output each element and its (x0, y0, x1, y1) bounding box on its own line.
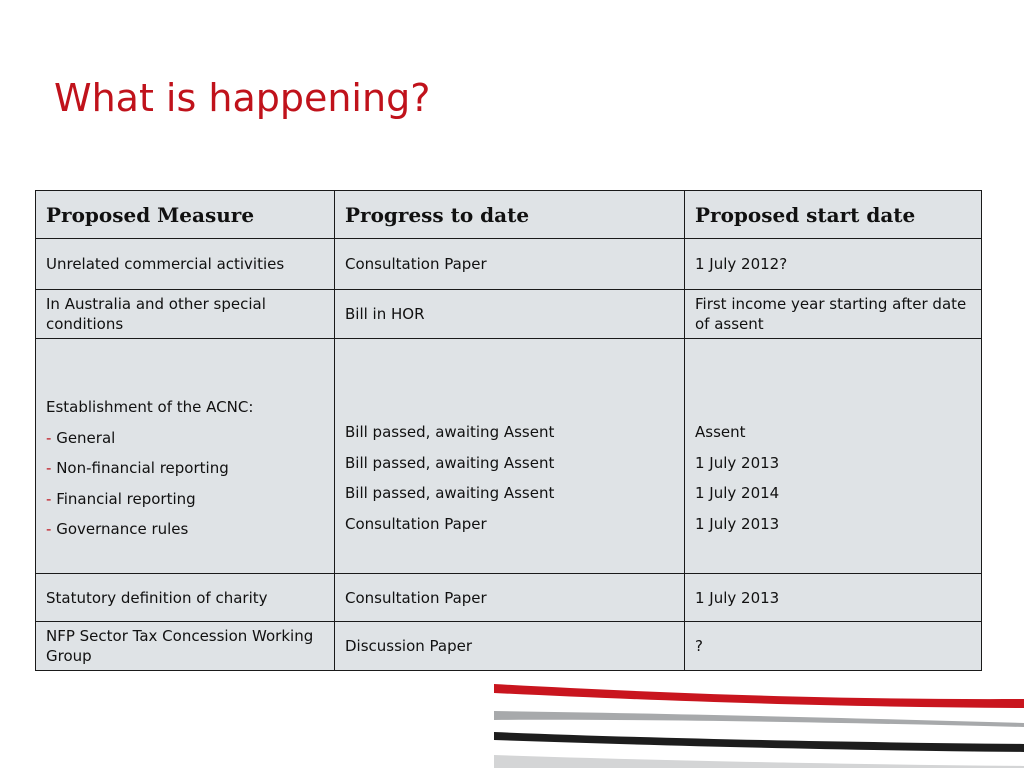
slide-title: What is happening? (54, 76, 431, 120)
sub-measure-label: Non-financial reporting (56, 459, 229, 477)
grey-swoosh (494, 711, 1024, 727)
dash-marker: - (46, 489, 52, 508)
sub-measure-label: General (56, 428, 116, 447)
measure-cell: In Australia and other special conditions (36, 290, 335, 339)
header-proposed-measure: Proposed Measure (36, 191, 335, 239)
measure-cell: Unrelated commercial activities (36, 239, 335, 290)
measure-cell: Statutory definition of charity (36, 574, 335, 622)
start-date-cell: 1 July 2013 (685, 574, 982, 622)
list-item: Bill passed, awaiting Assent (345, 423, 555, 442)
start-date-cell: ? (685, 622, 982, 671)
list-item: 1 July 2014 (695, 484, 780, 503)
measure-cell: NFP Sector Tax Concession Working Group (36, 622, 335, 671)
progress-cell: Consultation Paper (335, 574, 685, 622)
dash-marker: - (46, 428, 52, 447)
progress-cell: Bill in HOR (335, 290, 685, 339)
sub-measure-label: Governance rules (56, 520, 189, 538)
dash-marker: - (46, 459, 52, 477)
red-swoosh (494, 684, 1024, 708)
start-date-cell: First income year starting after date of assent (685, 290, 982, 339)
acnc-intro: Establishment of the ACNC: (46, 398, 254, 416)
dash-marker: - (46, 520, 52, 538)
light-grey-swoosh (494, 755, 1024, 768)
list-item: 1 July 2013 (695, 514, 780, 533)
progress-cell: Discussion Paper (335, 622, 685, 671)
list-item: Bill passed, awaiting Assent (345, 453, 555, 472)
header-progress-to-date: Progress to date (335, 191, 685, 239)
list-item: Assent (695, 423, 746, 442)
list-item: Consultation Paper (345, 514, 487, 533)
list-item: Bill passed, awaiting Assent (345, 484, 555, 503)
sub-measure-label: Financial reporting (56, 489, 196, 508)
start-date-cell: 1 July 2012? (685, 239, 982, 290)
progress-cell: Consultation Paper (335, 239, 685, 290)
black-swoosh (494, 732, 1024, 752)
header-proposed-start-date: Proposed start date (685, 191, 982, 239)
list-item: 1 July 2013 (695, 453, 780, 472)
